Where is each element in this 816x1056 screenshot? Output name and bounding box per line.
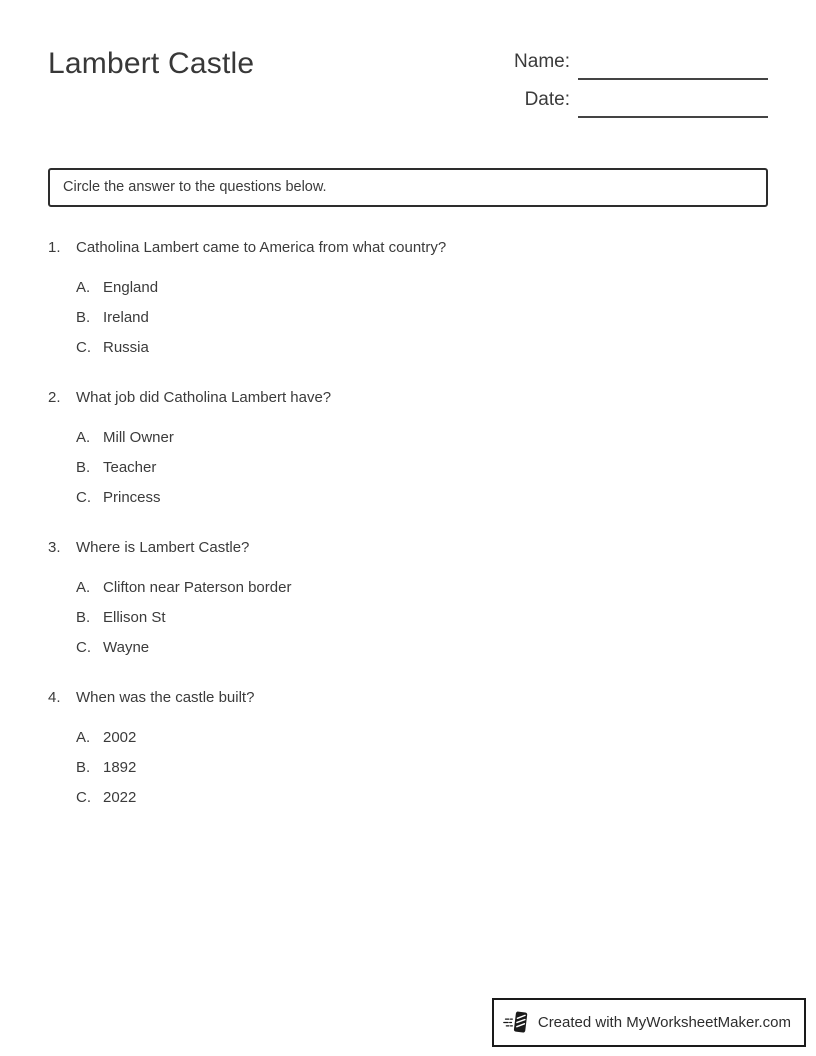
questions-section (48, 237, 768, 809)
option-label: 2022 (103, 789, 137, 806)
answer-option[interactable] (76, 457, 768, 479)
question-text: Catholina Lambert came to America from what country? (76, 239, 447, 256)
option-letter: C. (76, 639, 91, 656)
question-3-options (76, 577, 768, 659)
option-label: Mill Owner (103, 429, 174, 446)
option-label: Wayne (103, 639, 150, 656)
question-2-options (76, 427, 768, 509)
credit-text: Created with MyWorksheetMaker.com (537, 1014, 791, 1031)
question-2-row (48, 387, 768, 409)
option-letter: C. (76, 789, 91, 806)
question-text: What job did Catholina Lambert have? (76, 389, 332, 406)
question-4-options (76, 727, 768, 809)
answer-option[interactable] (76, 337, 768, 359)
option-letter: B. (76, 309, 91, 326)
answer-option[interactable] (76, 637, 768, 659)
question-text: When was the castle built? (76, 689, 255, 706)
option-letter: A. (76, 279, 91, 296)
option-label: Ireland (103, 309, 149, 326)
option-letter: C. (76, 339, 91, 356)
credit-badge (492, 998, 806, 1047)
answer-option[interactable] (76, 607, 768, 629)
option-letter: C. (76, 489, 91, 506)
answer-option[interactable] (76, 277, 768, 299)
date-fill-in-line[interactable] (578, 116, 768, 118)
question-1-row (48, 237, 768, 259)
answer-option[interactable] (76, 427, 768, 449)
question-number: 3. (48, 539, 61, 556)
name-fill-in-line[interactable] (578, 78, 768, 80)
question-1-options (76, 277, 768, 359)
option-label: Teacher (103, 459, 157, 476)
question-number: 4. (48, 689, 61, 706)
option-letter: A. (76, 429, 91, 446)
date-label: Date: (524, 89, 570, 110)
question-4 (48, 687, 768, 809)
answer-option[interactable] (76, 307, 768, 329)
worksheet-header (0, 0, 816, 118)
option-label: Clifton near Paterson border (103, 579, 292, 596)
option-label: Princess (103, 489, 161, 506)
question-1 (48, 237, 768, 359)
instructions-box (48, 168, 768, 207)
question-text: Where is Lambert Castle? (76, 539, 250, 556)
question-number: 2. (48, 389, 61, 406)
worksheet-maker-logo-icon (503, 1008, 530, 1037)
question-3-row (48, 537, 768, 559)
option-label: England (103, 279, 159, 296)
option-letter: B. (76, 459, 91, 476)
answer-option[interactable] (76, 727, 768, 749)
answer-option[interactable] (76, 757, 768, 779)
name-field-row (514, 48, 768, 80)
question-2 (48, 387, 768, 509)
name-date-fields (514, 48, 768, 118)
question-number: 1. (48, 239, 61, 256)
option-label: Ellison St (103, 609, 166, 626)
question-3 (48, 537, 768, 659)
question-4-row (48, 687, 768, 709)
name-label: Name: (514, 51, 570, 72)
option-letter: B. (76, 609, 91, 626)
option-letter: B. (76, 759, 91, 776)
option-label: Russia (103, 339, 149, 356)
option-label: 1892 (103, 759, 137, 776)
page-title: Lambert Castle (48, 47, 255, 80)
option-label: 2002 (103, 729, 137, 746)
option-letter: A. (76, 579, 91, 596)
date-field-row (514, 86, 768, 118)
answer-option[interactable] (76, 577, 768, 599)
option-letter: A. (76, 729, 91, 746)
answer-option[interactable] (76, 787, 768, 809)
instructions-text: Circle the answer to the questions below. (63, 179, 327, 195)
answer-option[interactable] (76, 487, 768, 509)
